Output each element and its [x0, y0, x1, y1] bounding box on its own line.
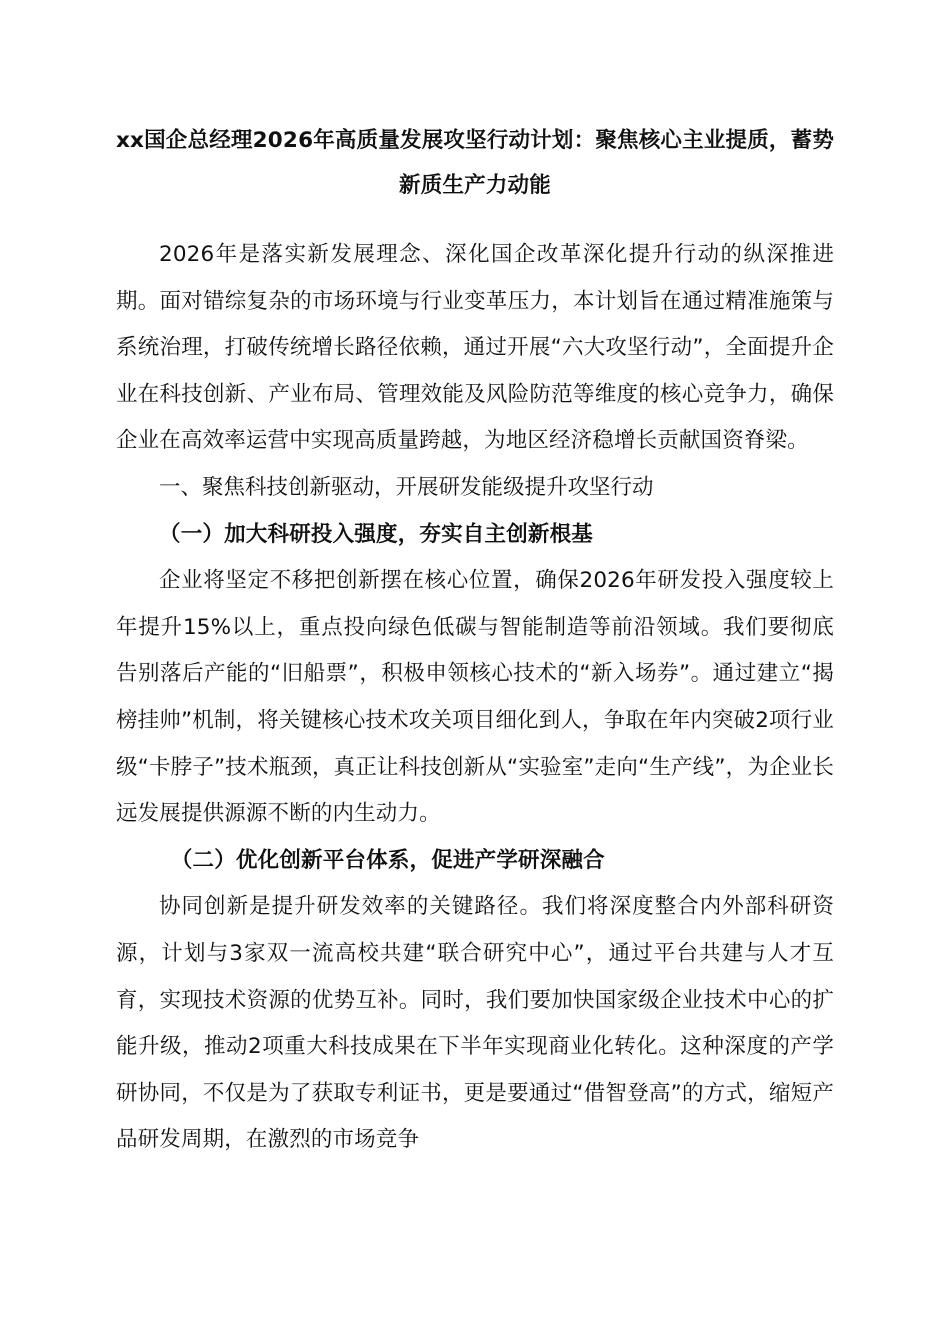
subsection-2-paragraph: 协同创新是提升研发效率的关键路径。我们将深度整合内外部科研资源，计划与3家双一流高校共建“联合研究中心”，通过平台共建与人才互育，实现技术资源的优势互补。同时，我们要加快国家级企业技术中心的扩能升级，推动2项重大科技成果在下半年实现商业化转化。这种深度的产学研协同，不仅是为了获取专利证书，更是要通过“借智登高”的方式，缩短产品研发周期，在激烈的市场竞争 — [116, 894, 834, 1153]
intro-paragraph: 2026年是落实新发展理念、深化国企改革深化提升行动的纵深推进期。面对错综复杂的市场环境与行业变革压力，本计划旨在通过精准施策与系统治理，打破传统增长路径依赖，通过开展“六大攻坚行动”，全面提升企业在科技创新、产业布局、管理效能及风险防范等维度的核心竞争力，确保企业在高效率运营中实现高质量跨越，为地区经济稳增长贡献国资脊梁。 — [116, 242, 834, 454]
section-1-heading: 一、聚焦科技创新驱动，开展研发能级提升攻坚行动 — [159, 474, 654, 500]
document-body — [116, 232, 834, 1164]
subsection-1-paragraph: 企业将坚定不移把创新摆在核心位置，确保2026年研发投入强度较上年提升15%以上，重点投向绿色低碳与智能制造等前沿领域。我们要彻底告别落后产能的“旧船票”，积极申领核心技术的“新入场券”。通过建立“揭榜挂帅”机制，将关键核心技术攻关项目细化到人，争取在年内突破2项行业级“卡脖子”技术瓶颈，真正让科技创新从“实验室”走向“生产线”，为企业长远发展提供源源不断的内生动力。 — [116, 568, 834, 827]
subsection-1-heading: （一）加大科研投入强度，夯实自主创新根基 — [159, 521, 594, 547]
subsection-2-heading: （二）优化创新平台体系，促进产学研深融合 — [170, 847, 605, 873]
document-title: xx国企总经理2026年高质量发展攻坚行动计划：聚焦核心主业提质，蓄势新质生产力动能 — [115, 128, 835, 198]
